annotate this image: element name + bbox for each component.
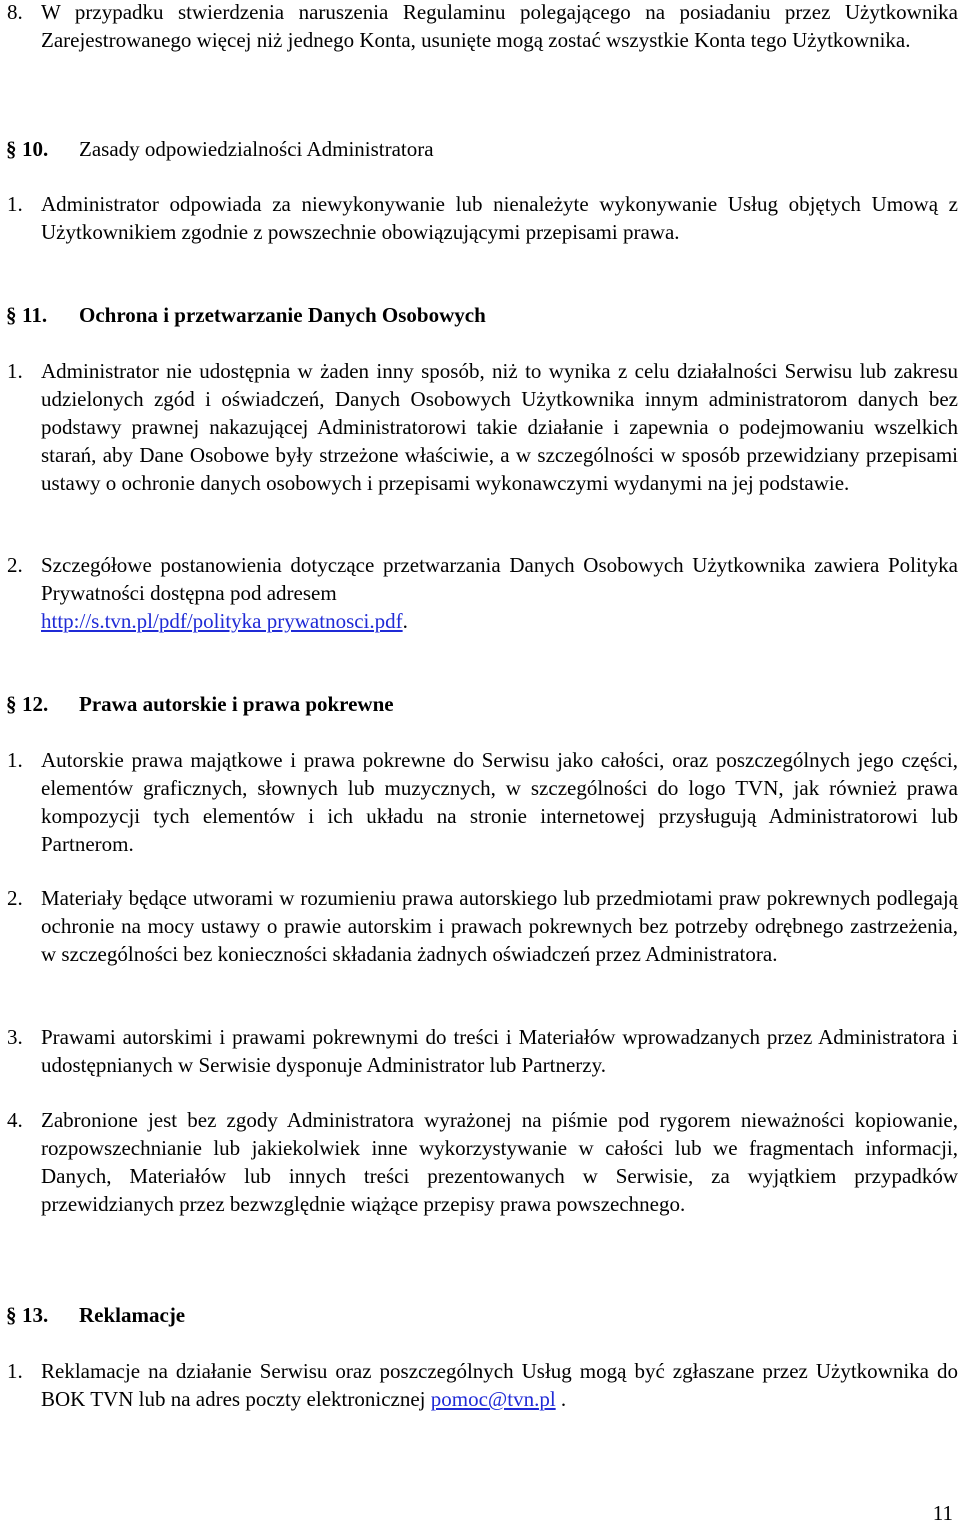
- paragraph-number: 1.: [7, 192, 23, 216]
- paragraph-number: 1.: [7, 359, 23, 383]
- paragraph-text: W przypadku stwierdzenia naruszenia Regulaminu polegającego na posiadaniu przez Użytkownika Zarejestrowanego więcej niż jednego Konta, usunięte mogą zostać wszystkie Konta tego Użytkownika.: [41, 0, 958, 52]
- section-mark: §: [6, 303, 17, 327]
- link-trailing-punctuation: .: [402, 609, 408, 633]
- section10-paragraph-1: [0, 190, 958, 246]
- paragraph-number: 2.: [7, 886, 23, 910]
- section-title: Zasady odpowiedzialności Administratora: [79, 137, 434, 161]
- paragraph-number: 1.: [7, 748, 23, 772]
- paragraph-number: 3.: [7, 1025, 23, 1049]
- paragraph-text: Administrator odpowiada za niewykonywanie lub nienależyte wykonywanie Usług objętych Umową z Użytkownikiem zgodnie z powszechnie obowiązującymi przepisami prawa.: [41, 192, 958, 244]
- paragraph-text: Zabronione jest bez zgody Administratora wyrażonej na piśmie pod rygorem nieważności kopiowanie, rozpowszechnianie lub jakiekolwiek inne wykorzystywanie w całości lub we fragmentach informacji, Danych, Materiałów lub innych treści prezentowanych w Serwisie, za wyjątkiem przypadków przewidzianych przez bezwzględnie wiążące przepisy prawa powszechnego.: [41, 1108, 958, 1216]
- paragraph-number: 2.: [7, 553, 23, 577]
- paragraph-text: Administrator nie udostępnia w żaden inny sposób, niż to wynika z celu działalności Serwisu lub zakresu udzielonych zgód i oświadczeń, Danych Osobowych Użytkownika innym administratorom danych bez podstawy prawnej nakazującej Administratorowi takie działanie i zapewnia o podejmowaniu wszelkich starań, aby Dane Osobowe były strzeżone właściwie, a w szczególności w sposób przewidziany przepisami ustawy o ochronie danych osobowych i przepisami wykonawczymi wydanymi na jej podstawie.: [41, 359, 958, 495]
- section-title: Ochrona i przetwarzanie Danych Osobowych: [79, 303, 486, 327]
- paragraph-8: [0, 0, 958, 54]
- page-number: 11: [932, 1501, 953, 1525]
- section12-paragraph-2: [0, 884, 958, 968]
- paragraph-text: Autorskie prawa majątkowe i prawa pokrewne do Serwisu jako całości, oraz poszczególnych jego części, elementów graficznych, słownych lub muzycznych, w szczególności do logo TVN, jak również prawa kompozycji tych elementów i ich układu na stronie internetowej przysługują Administratorowi lub Partnerom.: [41, 748, 958, 856]
- section-number: 12.: [22, 692, 49, 716]
- section-mark: §: [6, 1303, 17, 1327]
- section11-paragraph-1: [0, 357, 958, 497]
- section11-paragraph-2: [0, 551, 958, 635]
- section-number: 11.: [22, 303, 48, 327]
- section12-paragraph-3: [0, 1023, 958, 1079]
- paragraph-number: 1.: [7, 1359, 23, 1383]
- section-title: Reklamacje: [79, 1303, 186, 1327]
- paragraph-text: [41, 551, 958, 635]
- paragraph-number: 4.: [7, 1108, 23, 1132]
- paragraph-text: Materiały będące utworami w rozumieniu prawa autorskiego lub przedmiotami praw pokrewnych podlegają ochronie na mocy ustawy o prawie autorskim i prawach pokrewnych bez potrzeby odrębnego zastrzeżenia, w szczególności bez konieczności składania żadnych oświadczeń przez Administratora.: [41, 886, 958, 966]
- paragraph-body: Szczegółowe postanowienia dotyczące przetwarzania Danych Osobowych Użytkownika zawiera Polityka Prywatności dostępna pod adresem: [41, 553, 958, 605]
- section-number: 13.: [22, 1303, 49, 1327]
- section12-paragraph-4: [0, 1106, 958, 1218]
- paragraph-number: 8.: [7, 0, 23, 24]
- email-link[interactable]: pomoc@tvn.pl: [430, 1387, 556, 1411]
- section12-paragraph-1: [0, 746, 958, 858]
- section-title: Prawa autorskie i prawa pokrewne: [79, 692, 394, 716]
- privacy-policy-link[interactable]: http://s.tvn.pl/pdf/polityka prywatnosci.pdf: [41, 609, 403, 633]
- section-number: 10.: [22, 137, 49, 161]
- paragraph-text: Prawami autorskimi i prawami pokrewnymi do treści i Materiałów wprowadzanych przez Administratora i udostępnianych w Serwisie dysponuje Administrator lub Partnerzy.: [41, 1025, 958, 1077]
- link-trailing-punctuation: .: [555, 1387, 567, 1411]
- section13-paragraph-1: [0, 1357, 958, 1413]
- paragraph-text: [41, 1357, 958, 1413]
- section-mark: §: [6, 692, 17, 716]
- paragraph-body: Reklamacje na działanie Serwisu oraz poszczególnych Usług mogą być zgłaszane przez Użytkownika do BOK TVN lub na adres poczty elektronicznej: [41, 1359, 958, 1411]
- section-mark: §: [6, 137, 17, 161]
